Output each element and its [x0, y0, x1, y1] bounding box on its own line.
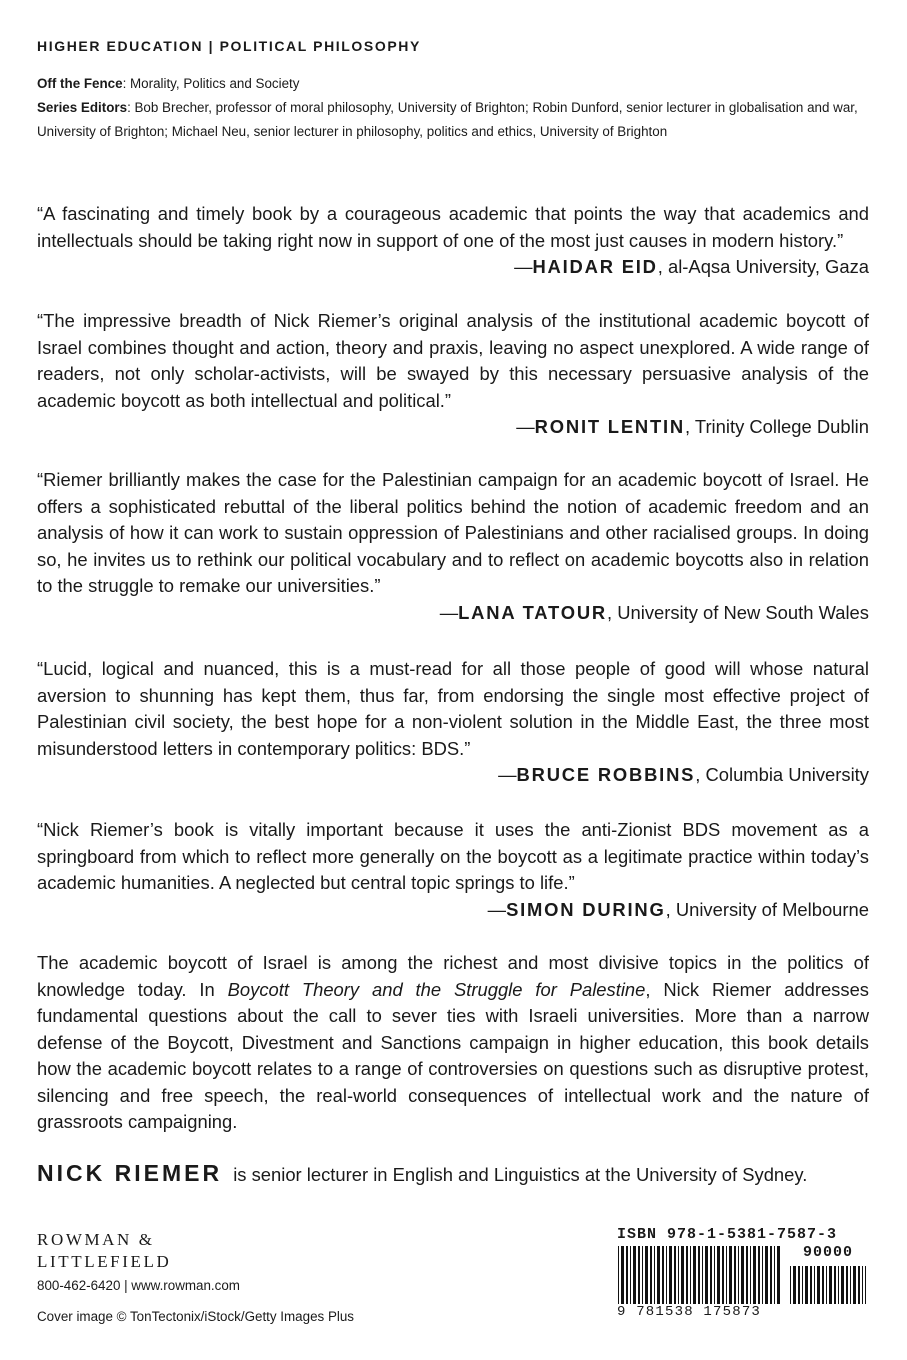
endorser-name: HAIDAR EID	[532, 256, 658, 277]
endorsement-text: “Riemer brilliantly makes the case for the Palestinian campaign for an academic boycott of Israel. He offers a sophisticated rebuttal of the liberal politics behind the notion of academic freedom and an analysis of how it can work to sustain oppression of Palestinians and other racialised groups. In doing so, he invites us to rethink our political vocabulary and to reflect on academic boycotts also in relation to the struggle to remake our universities.”	[37, 469, 869, 596]
endorsement-text: “Lucid, logical and nuanced, this is a must-read for all those people of good will whose natural aversion to shunning has kept them, thus far, from endorsing the single most effective project of Palestinian civil society, the best hope for a non-violent solution in the Middle East, the three most misunderstood letters in contemporary politics: BDS.”	[37, 658, 869, 759]
barcode-bar	[722, 1246, 724, 1304]
barcode-bar	[846, 1266, 848, 1304]
barcode-bar	[765, 1246, 768, 1304]
barcode-bar	[834, 1266, 836, 1304]
barcode-bar	[626, 1246, 628, 1304]
endorsement-attribution	[37, 414, 869, 441]
barcode-bar	[633, 1246, 636, 1304]
barcode-bar	[678, 1246, 679, 1304]
barcode-bar	[729, 1246, 732, 1304]
barcode-bar	[618, 1246, 619, 1304]
endorser-name: SIMON DURING	[506, 898, 666, 920]
barcode-bar	[662, 1246, 664, 1304]
barcode-bar	[638, 1246, 640, 1304]
barcode-bar	[650, 1246, 652, 1304]
barcode-bar	[714, 1246, 715, 1304]
barcode-bar	[710, 1246, 712, 1304]
barcode-bar	[654, 1246, 655, 1304]
barcode-bar	[758, 1246, 760, 1304]
barcode-bar	[705, 1246, 708, 1304]
publisher-line2: LITTLEFIELD	[37, 1252, 172, 1271]
barcode-bar	[826, 1266, 827, 1304]
endorser-affiliation: , al-Aqsa University, Gaza	[657, 256, 869, 277]
endorsement	[37, 467, 869, 626]
book-description	[37, 950, 869, 1136]
series-name-rest: : Morality, Politics and Society	[122, 76, 300, 91]
barcode-bar	[853, 1266, 856, 1304]
author-bio-text: is senior lecturer in English and Linguistics at the University of Sydney.	[233, 1164, 808, 1185]
barcode-bar	[698, 1246, 700, 1304]
endorsement	[37, 308, 869, 441]
endorser-affiliation: , University of Melbourne	[665, 898, 869, 920]
publisher-contact: 800-462-6420 | www.rowman.com	[37, 1278, 240, 1293]
attribution-dash: —	[439, 601, 459, 623]
publisher-line1: ROWMAN &	[37, 1230, 155, 1249]
barcode-bar	[666, 1246, 667, 1304]
barcode-bar	[774, 1246, 775, 1304]
isbn-number: ISBN 978-1-5381-7587-3	[617, 1226, 838, 1243]
barcode-bar	[753, 1246, 756, 1304]
barcode-bar	[657, 1246, 660, 1304]
endorsement	[37, 656, 869, 789]
attribution-dash: —	[516, 416, 535, 437]
barcode-bar	[858, 1266, 860, 1304]
barcode-bar	[865, 1266, 866, 1304]
barcode-bar	[829, 1266, 832, 1304]
barcode-bar	[674, 1246, 676, 1304]
barcode-addon-bars	[789, 1266, 867, 1304]
endorser-name: RONIT LENTIN	[534, 416, 685, 437]
endorsement	[37, 817, 869, 923]
barcode-bar	[726, 1246, 727, 1304]
barcode-bar	[645, 1246, 648, 1304]
series-editors	[37, 96, 869, 144]
barcode-addon-number: 90000	[802, 1244, 853, 1261]
barcode-bar	[669, 1246, 672, 1304]
barcode-bar	[790, 1266, 791, 1304]
barcode-bar	[642, 1246, 643, 1304]
cover-credit: Cover image © TonTectonix/iStock/Getty Images Plus	[37, 1309, 354, 1324]
author-name: NICK RIEMER	[37, 1160, 223, 1186]
barcode-bar	[798, 1266, 800, 1304]
isbn-barcode	[617, 1226, 867, 1322]
endorser-affiliation: , Columbia University	[695, 764, 869, 785]
barcode-bar	[822, 1266, 824, 1304]
barcode-bar	[734, 1246, 736, 1304]
barcode-bar	[630, 1246, 631, 1304]
barcode-bar	[762, 1246, 763, 1304]
publisher-logo	[37, 1229, 171, 1273]
barcode-bar	[741, 1246, 744, 1304]
attribution-dash: —	[514, 256, 533, 277]
barcode-bar	[817, 1266, 820, 1304]
barcode-bar	[770, 1246, 772, 1304]
endorser-affiliation: , Trinity College Dublin	[685, 416, 869, 437]
book-title: Boycott Theory and the Struggle for Palestine	[227, 978, 646, 1000]
series-editors-text: : Bob Brecher, professor of moral philosophy, University of Brighton; Robin Dunford, senior lecturer in globalisation and war, University of Brighton; Michael Neu, senior lecturer in philosophy, politics and ethics, University of Brighton	[37, 100, 858, 139]
description-part: The academic boycott of Israel is among the richest and most divisive topics in the politics of knowledge today. In	[37, 952, 869, 1000]
description-text	[37, 950, 869, 1136]
endorsement-attribution	[37, 254, 869, 281]
barcode-bar	[738, 1246, 739, 1304]
author-bio	[37, 1160, 869, 1187]
barcode-bar	[621, 1246, 624, 1304]
series-info	[37, 72, 869, 144]
barcode-bar	[802, 1266, 803, 1304]
endorsement-text: “The impressive breadth of Nick Riemer’s original analysis of the institutional academic boycott of Israel combines thought and action, theory and praxis, leaving no aspect unexplored. A wide range of readers, not only scholar-activists, will be swayed by this necessary persuasive analysis of the academic boycott as both intellectual and political.”	[37, 310, 869, 411]
series-name	[37, 72, 869, 96]
endorsement-text: “Nick Riemer’s book is vitally important because it uses the anti-Zionist BDS movement as a springboard from which to reflect more generally on the boycott as a legitimate practice within today’s academic humanities. A neglected but central topic springs to life.”	[37, 819, 869, 893]
endorsement-attribution	[37, 897, 869, 924]
endorsement	[37, 201, 869, 281]
endorser-affiliation: , University of New South Wales	[607, 601, 869, 623]
endorsement-attribution	[37, 762, 869, 789]
barcode-bar	[810, 1266, 812, 1304]
barcode-bar	[862, 1266, 863, 1304]
endorsement-attribution	[37, 600, 869, 627]
barcode-bar	[681, 1246, 684, 1304]
barcode-bar	[838, 1266, 839, 1304]
endorser-name: LANA TATOUR	[458, 601, 607, 623]
barcode-bar	[693, 1246, 696, 1304]
endorser-name: BRUCE ROBBINS	[516, 764, 696, 785]
barcode-bar	[793, 1266, 796, 1304]
barcode-bar	[686, 1246, 688, 1304]
barcode-bar	[850, 1266, 851, 1304]
attribution-dash: —	[487, 898, 507, 920]
barcode-bars	[617, 1246, 781, 1304]
barcode-bar	[690, 1246, 691, 1304]
attribution-dash: —	[498, 764, 517, 785]
barcode-bar	[805, 1266, 808, 1304]
description-part: , Nick Riemer addresses fundamental questions about the call to sever ties with Israeli universities. More than a narrow defense of the Boycott, Divestment and Sanctions campaign in higher education, this book details how the academic boycott relates to a range of controversies on questions such as disruptive protest, silencing and free speech, the real-world consequences of intellectual work and the nature of grassroots campaigning.	[37, 978, 869, 1132]
series-editors-label: Series Editors	[37, 100, 128, 115]
endorsement-text: “A fascinating and timely book by a courageous academic that points the way that academics and intellectuals should be taking right now in support of one of the most just causes in modern history.”	[37, 203, 869, 251]
barcode-bar	[841, 1266, 844, 1304]
series-name-label: Off the Fence	[37, 76, 123, 91]
barcode-ean-number: 9 781538 175873	[617, 1304, 762, 1320]
barcode-bar	[717, 1246, 720, 1304]
barcode-bar	[702, 1246, 703, 1304]
barcode-bar	[750, 1246, 751, 1304]
barcode-bar	[777, 1246, 780, 1304]
barcode-bar	[746, 1246, 748, 1304]
subject-category: HIGHER EDUCATION | POLITICAL PHILOSOPHY	[37, 38, 421, 54]
barcode-bar	[814, 1266, 815, 1304]
